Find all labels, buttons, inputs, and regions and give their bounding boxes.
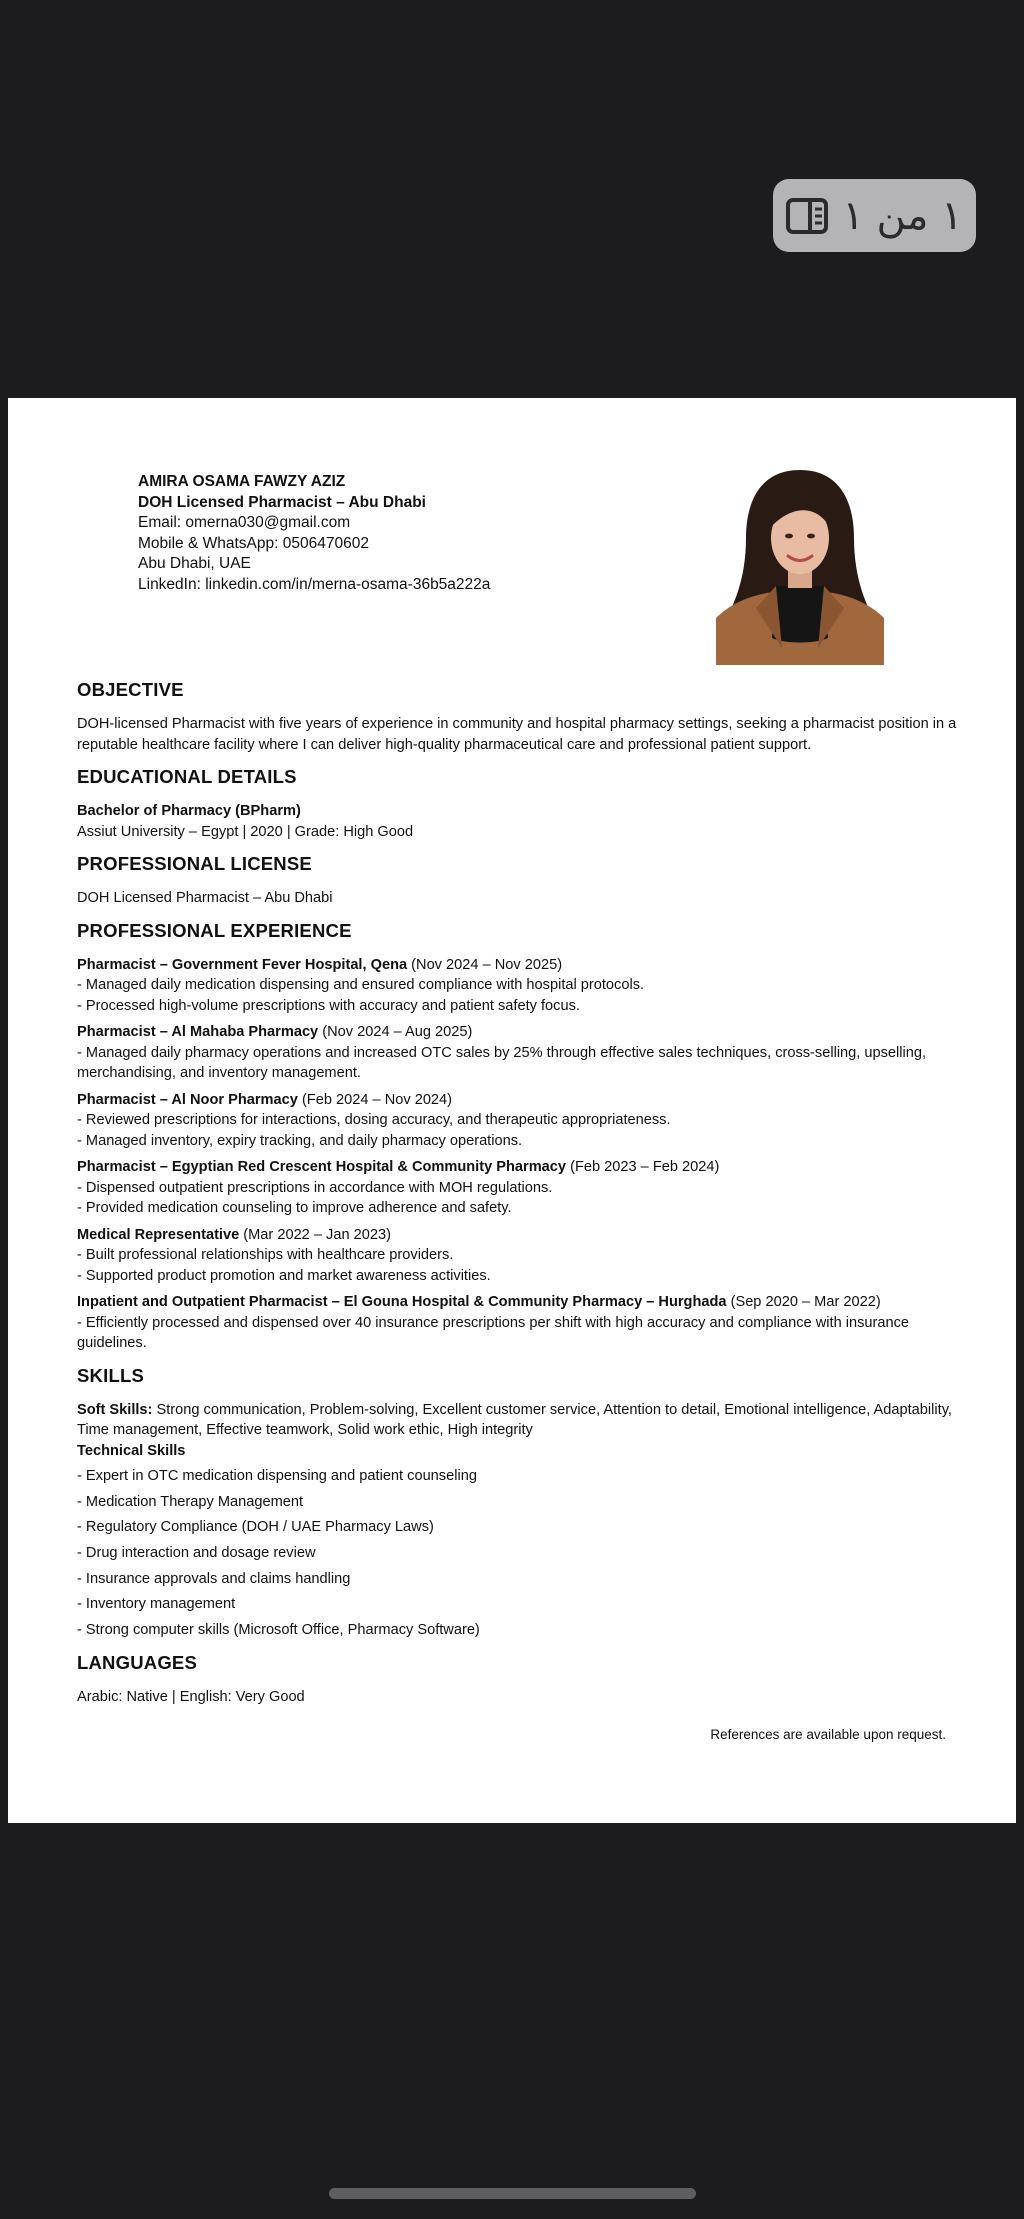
list-item: - Expert in OTC medication dispensing and patient counseling <box>77 1468 477 1484</box>
job-dates: (Feb 2023 – Feb 2024) <box>566 1159 720 1175</box>
job-heading <box>77 1292 959 1313</box>
education-degree: Bachelor of Pharmacy (BPharm) <box>77 803 301 819</box>
resume-page <box>8 398 1016 1823</box>
list-item: - Regulatory Compliance (DOH / UAE Pharmacy Laws) <box>77 1519 434 1536</box>
profile-photo <box>716 468 884 665</box>
job-title: Pharmacist – Egyptian Red Crescent Hospital & Community Pharmacy <box>77 1159 567 1175</box>
experience-section <box>77 919 959 1354</box>
technical-skills-heading: Technical Skills <box>77 1442 186 1459</box>
references-note: References are available upon request. <box>710 1727 946 1742</box>
page-counter-badge[interactable] <box>773 179 976 252</box>
languages-heading: LANGUAGES <box>77 1651 197 1673</box>
contact-location: Abu Dhabi, UAE <box>138 555 251 572</box>
job-title: Medical Representative <box>77 1226 240 1243</box>
job-heading <box>77 1022 959 1043</box>
job-bullet: - Provided medication counseling to improve adherence and safety. <box>77 1200 512 1216</box>
job-entry <box>77 1090 959 1152</box>
objective-heading: OBJECTIVE <box>77 679 184 700</box>
objective-text: DOH-licensed Pharmacist with five years of experience in community and hospital pharmacy settings, seeking a pharmacist position in a reputable healthcare facility where I can deliver high-quality pharmaceutical care and professional patient support. <box>77 716 957 753</box>
job-bullet: - Dispensed outpatient prescriptions in accordance with MOH regulations. <box>77 1179 553 1196</box>
job-entry <box>77 955 959 1017</box>
job-bullet: - Supported product promotion and market awareness activities. <box>77 1267 491 1284</box>
technical-skills-list <box>77 1466 959 1641</box>
soft-skills-label: Soft Skills: <box>77 1401 153 1418</box>
license-heading: PROFESSIONAL LICENSE <box>77 853 312 874</box>
education-details: Assiut University – Egypt | 2020 | Grade: High Good <box>77 823 414 840</box>
list-item: - Insurance approvals and claims handling <box>77 1570 351 1587</box>
job-entry <box>77 1225 959 1287</box>
job-bullet: - Built professional relationships with healthcare providers. <box>77 1247 454 1263</box>
job-dates: (Mar 2022 – Jan 2023) <box>239 1226 391 1243</box>
experience-heading: PROFESSIONAL EXPERIENCE <box>77 919 352 941</box>
contact-email: Email: omerna030@gmail.com <box>138 514 351 531</box>
candidate-title: DOH Licensed Pharmacist – Abu Dhabi <box>138 493 426 511</box>
contact-mobile: Mobile & WhatsApp: 0506470602 <box>138 534 369 552</box>
resume-body <box>77 678 959 1717</box>
license-section <box>77 852 959 909</box>
home-indicator[interactable] <box>329 2188 696 2199</box>
candidate-name: AMIRA OSAMA FAWZY AZIZ <box>138 473 346 490</box>
languages-section <box>77 1651 959 1708</box>
job-heading <box>77 1225 959 1246</box>
page-counter-text: ١ من ١ <box>842 192 963 239</box>
resume-header <box>138 472 490 595</box>
contact-linkedin: LinkedIn: linkedin.com/in/merna-osama-36b5a222a <box>138 575 491 593</box>
languages-text: Arabic: Native | English: Very Good <box>77 1688 305 1705</box>
job-bullet: - Processed high-volume prescriptions with accuracy and patient safety focus. <box>77 997 580 1014</box>
job-entry <box>77 1157 959 1219</box>
job-entry <box>77 1022 959 1084</box>
job-dates: (Feb 2024 – Nov 2024) <box>297 1091 453 1108</box>
job-bullet: - Reviewed prescriptions for interactions, dosing accuracy, and therapeutic appropriateness. <box>77 1112 671 1128</box>
list-item: - Strong computer skills (Microsoft Office, Pharmacy Software) <box>77 1622 480 1639</box>
list-item: - Inventory management <box>77 1596 236 1613</box>
soft-skills <box>77 1400 959 1441</box>
job-dates: (Nov 2024 – Nov 2025) <box>407 956 563 973</box>
job-entry <box>77 1292 959 1354</box>
skills-section <box>77 1364 959 1641</box>
education-heading: EDUCATIONAL DETAILS <box>77 766 297 787</box>
job-bullet: - Managed inventory, expiry tracking, and daily pharmacy operations. <box>77 1132 523 1149</box>
job-dates: (Sep 2020 – Mar 2022) <box>726 1294 881 1310</box>
job-title: Pharmacist – Al Noor Pharmacy <box>77 1091 298 1108</box>
soft-skills-text: Strong communication, Problem-solving, Excellent customer service, Attention to detail, Emotional intelligence, Adaptability, Time management, Effective teamwork, Solid work ethic, High integrity <box>77 1401 952 1438</box>
list-item: - Medication Therapy Management <box>77 1493 304 1510</box>
job-dates: (Nov 2024 – Aug 2025) <box>318 1024 473 1040</box>
job-bullet: - Managed daily medication dispensing and ensured compliance with hospital protocols. <box>77 977 645 993</box>
list-item: - Drug interaction and dosage review <box>77 1545 316 1562</box>
job-title: Inpatient and Outpatient Pharmacist – El Gouna Hospital & Community Pharmacy – Hurghada <box>77 1294 727 1310</box>
objective-section <box>77 678 959 755</box>
job-title: Pharmacist – Al Mahaba Pharmacy <box>77 1024 319 1040</box>
job-bullet: - Efficiently processed and dispensed over 40 insurance prescriptions per shift with high accuracy and compliance with insurance guidelines. <box>77 1314 910 1351</box>
skills-heading: SKILLS <box>77 1364 144 1386</box>
license-text: DOH Licensed Pharmacist – Abu Dhabi <box>77 890 333 906</box>
job-title: Pharmacist – Government Fever Hospital, Qena <box>77 956 408 973</box>
job-heading <box>77 1090 959 1111</box>
job-heading <box>77 955 959 976</box>
job-bullet: - Managed daily pharmacy operations and increased OTC sales by 25% through effective sales techniques, cross-selling, upselling, merchandising, and inventory management. <box>77 1044 927 1081</box>
sidebar-panel-icon <box>786 198 828 234</box>
job-heading <box>77 1157 959 1178</box>
education-section <box>77 765 959 842</box>
